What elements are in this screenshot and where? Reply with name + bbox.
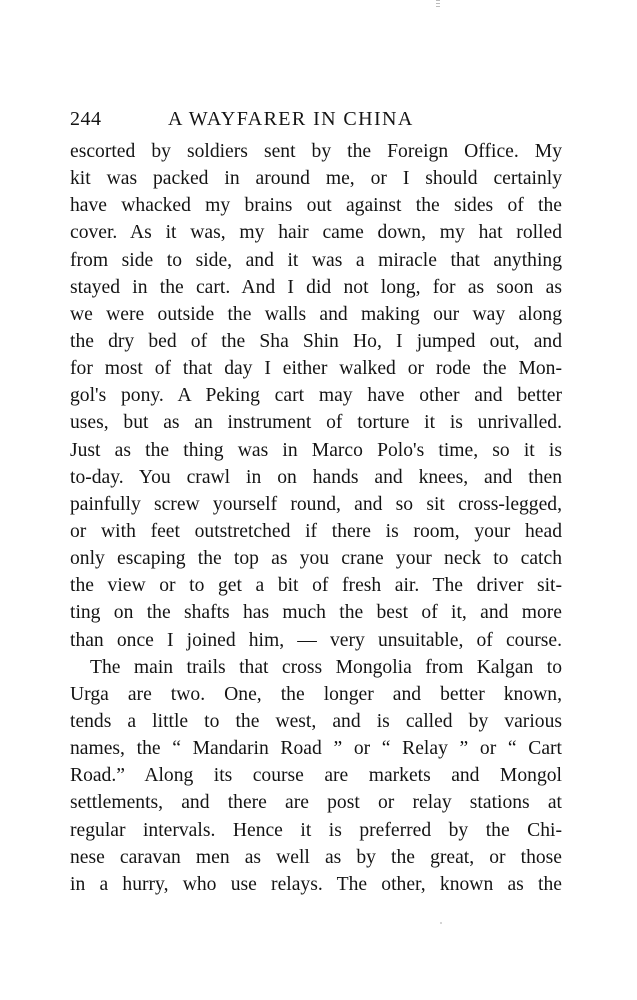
text-line: tends a little to the west, and is called by various [70,710,562,732]
scan-mark [436,0,440,8]
book-title: A WAYFARER IN CHINA [168,108,414,130]
text-line: in a hurry, who use relays. The other, known as the [70,873,562,895]
text-line: ting on the shafts has much the best of it, and more [70,602,562,624]
text-line: Urga are two. One, the longer and better known, [70,683,562,705]
page-number: 244 [70,108,102,130]
text-line: stayed in the cart. And I did not long, for as soon as [70,276,562,298]
text-line: names, the “ Mandarin Road ” or “ Relay ” or “ Cart [70,738,562,760]
text-line: gol's pony. A Peking cart may have other and better [70,385,562,407]
text-line: escorted by soldiers sent by the Foreign Office. My [70,141,562,162]
text-line: Just as the thing was in Marco Polo's time, so it is [70,439,562,461]
book-page [70,104,562,898]
text-line: have whacked my brains out against the sides of the [70,195,562,217]
text-line: the dry bed of the Sha Shin Ho, I jumped out, and [70,330,562,352]
text-line: Road.” Along its course are markets and Mongol [70,765,562,787]
text-line: painfully screw yourself round, and so sit cross-legged, [70,493,562,515]
text-line: from side to side, and it was a miracle that anything [70,249,562,271]
text-line: to-day. You crawl in on hands and knees, and then [70,466,562,488]
text-line: we were outside the walls and making our way along [70,303,562,325]
text-line: the view or to get a bit of fresh air. The driver sit- [70,575,562,597]
running-head [70,104,562,134]
paragraph [70,654,562,898]
text-line: or with feet outstretched if there is room, your head [70,520,562,542]
text-line: settlements, and there are post or relay stations at [70,792,562,814]
text-line: for most of that day I either walked or rode the Mon- [70,358,562,380]
text-line: kit was packed in around me, or I should certainly [70,168,562,190]
body-text [70,138,562,898]
text-line: uses, but as an instrument of torture it is unrivalled. [70,412,562,434]
scan-speck [440,922,442,924]
text-line: The main trails that cross Mongolia from Kalgan to [90,656,562,678]
text-line: only escaping the top as you crane your neck to catch [70,548,562,570]
text-line: than once I joined him, — very unsuitable, of course. [70,629,562,651]
text-line: cover. As it was, my hair came down, my hat rolled [70,222,562,244]
paragraph [70,138,562,654]
text-line: nese caravan men as well as by the great, or those [70,846,562,868]
text-line: regular intervals. Hence it is preferred by the Chi- [70,819,562,841]
